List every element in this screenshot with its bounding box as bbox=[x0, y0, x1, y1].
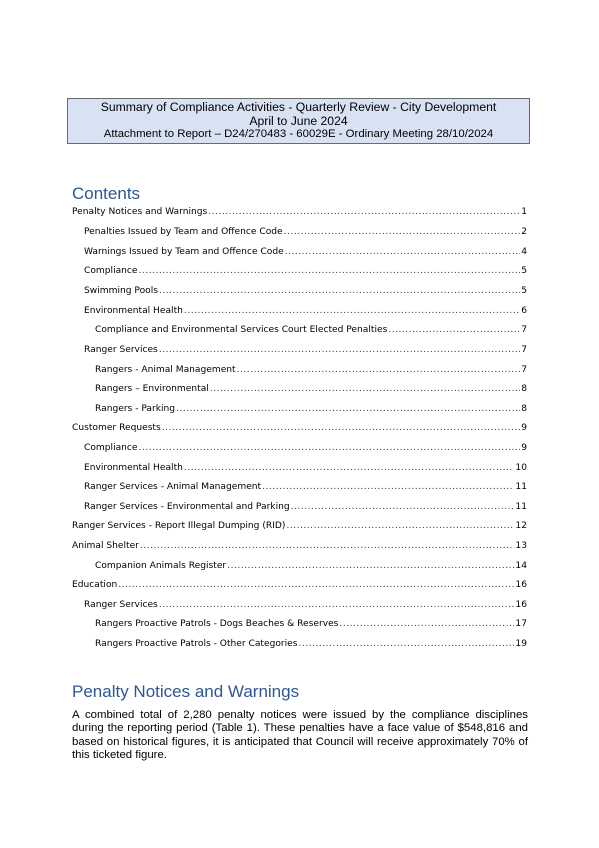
toc-entry-label: Warnings Issued by Team and Offence Code bbox=[84, 247, 284, 257]
toc-entry-report-illegal-dumping[interactable] bbox=[72, 520, 527, 532]
report-header-box bbox=[67, 98, 530, 144]
toc-entry-ranger-services[interactable] bbox=[84, 344, 527, 356]
toc-entry-label: Ranger Services - Report Illegal Dumping (RID) bbox=[72, 521, 286, 531]
toc-entry-warnings-issued[interactable] bbox=[84, 246, 527, 258]
toc-entry-label: Environmental Health bbox=[84, 306, 183, 316]
toc-entry-label: Education bbox=[72, 580, 118, 590]
toc-entry-penalties-issued[interactable] bbox=[84, 226, 527, 238]
toc-leader-dots bbox=[118, 579, 514, 591]
toc-leader-dots bbox=[140, 540, 515, 552]
toc-leader-dots bbox=[184, 462, 515, 474]
toc-entry-proactive-patrols-other[interactable] bbox=[95, 638, 527, 650]
toc-leader-dots bbox=[184, 305, 520, 317]
toc-leader-dots bbox=[227, 560, 514, 572]
report-title: Summary of Compliance Activities - Quarterly Review - City Development bbox=[100, 100, 497, 114]
toc-entry-page: 14 bbox=[515, 561, 527, 571]
toc-leader-dots bbox=[159, 344, 520, 356]
toc-entry-label: Compliance bbox=[84, 443, 138, 453]
toc-entry-education-ranger-services[interactable] bbox=[84, 599, 527, 611]
toc-entry-customer-requests[interactable] bbox=[72, 422, 527, 434]
toc-leader-dots bbox=[284, 226, 521, 238]
toc-entry-label: Penalties Issued by Team and Offence Code bbox=[84, 227, 283, 237]
toc-entry-label: Swimming Pools bbox=[84, 286, 158, 296]
toc-entry-label: Rangers Proactive Patrols - Dogs Beaches & Reserves bbox=[95, 619, 339, 629]
toc-entry-page: 5 bbox=[521, 286, 527, 296]
toc-entry-label: Customer Requests bbox=[72, 423, 161, 433]
toc-entry-label: Companion Animals Register bbox=[95, 561, 227, 571]
toc-leader-dots bbox=[262, 481, 514, 493]
toc-leader-dots bbox=[176, 403, 520, 415]
toc-entry-page: 7 bbox=[521, 325, 527, 335]
toc-leader-dots bbox=[299, 638, 515, 650]
toc-entry-page: 5 bbox=[521, 266, 527, 276]
toc-entry-companion-animals-register[interactable] bbox=[95, 560, 527, 572]
toc-leader-dots bbox=[291, 501, 515, 513]
toc-entry-label: Animal Shelter bbox=[72, 541, 139, 551]
toc-entry-page: 11 bbox=[515, 502, 527, 512]
toc-entry-label: Ranger Services - Environmental and Parking bbox=[84, 502, 290, 512]
toc-entry-page: 1 bbox=[521, 207, 527, 217]
toc-entry-label: Penalty Notices and Warnings bbox=[72, 207, 208, 217]
toc-entry-page: 16 bbox=[515, 600, 527, 610]
toc-entry-page: 12 bbox=[515, 521, 527, 531]
toc-entry-page: 16 bbox=[515, 580, 527, 590]
toc-leader-dots bbox=[159, 599, 515, 611]
toc-entry-animal-shelter[interactable] bbox=[72, 540, 527, 552]
toc-entry-penalty-notices-and-warnings[interactable] bbox=[72, 206, 527, 218]
toc-entry-label: Environmental Health bbox=[84, 463, 183, 473]
toc-entry-page: 2 bbox=[521, 227, 527, 237]
toc-leader-dots bbox=[237, 364, 521, 376]
toc-entry-cr-environmental-parking[interactable] bbox=[84, 501, 527, 513]
toc-entry-page: 9 bbox=[521, 443, 527, 453]
toc-entry-cr-compliance[interactable] bbox=[84, 442, 527, 454]
section-heading: Penalty Notices and Warnings bbox=[72, 682, 300, 701]
toc-leader-dots bbox=[139, 442, 521, 454]
toc-entry-rangers-environmental[interactable] bbox=[95, 383, 527, 395]
report-attachment-reference: Attachment to Report – D24/270483 - 60029E - Ordinary Meeting 28/10/2024 bbox=[103, 128, 494, 140]
toc-entry-page: 19 bbox=[515, 639, 527, 649]
toc-entry-label: Rangers - Parking bbox=[95, 404, 176, 414]
toc-entry-education[interactable] bbox=[72, 579, 527, 591]
toc-entry-cr-animal-management[interactable] bbox=[84, 481, 527, 493]
toc-entry-label: Ranger Services bbox=[84, 600, 158, 610]
toc-leader-dots bbox=[139, 265, 521, 277]
toc-leader-dots bbox=[285, 246, 520, 258]
toc-entry-label: Rangers Proactive Patrols - Other Categories bbox=[95, 639, 298, 649]
section-paragraph: A combined total of 2,280 penalty notices were issued by the compliance disciplines during the reporting period (Table 1). These penalties have a face value of $548,816 and based on historical figures, it is anticipated that Council will receive approximately 70% of this ticketed figure. bbox=[72, 709, 528, 762]
toc-entry-rangers-animal-management[interactable] bbox=[95, 364, 527, 376]
toc-entry-swimming-pools[interactable] bbox=[84, 285, 527, 297]
toc-leader-dots bbox=[286, 520, 514, 532]
toc-entry-label: Compliance bbox=[84, 266, 138, 276]
toc-entry-page: 13 bbox=[515, 541, 527, 551]
toc-entry-label: Ranger Services - Animal Management bbox=[84, 482, 262, 492]
toc-leader-dots bbox=[210, 383, 520, 395]
toc-entry-page: 9 bbox=[521, 423, 527, 433]
toc-leader-dots bbox=[162, 422, 520, 434]
toc-entry-page: 7 bbox=[521, 365, 527, 375]
toc-leader-dots bbox=[208, 206, 520, 218]
toc-entry-label: Rangers – Environmental bbox=[95, 384, 209, 394]
toc-entry-page: 8 bbox=[521, 404, 527, 414]
toc-entry-page: 4 bbox=[521, 247, 527, 257]
toc-entry-page: 7 bbox=[521, 345, 527, 355]
toc-entry-compliance[interactable] bbox=[84, 265, 527, 277]
toc-entry-rangers-parking[interactable] bbox=[95, 403, 527, 415]
toc-entry-page: 6 bbox=[521, 306, 527, 316]
toc-leader-dots bbox=[339, 618, 514, 630]
toc-leader-dots bbox=[388, 324, 520, 336]
toc-entry-label: Ranger Services bbox=[84, 345, 158, 355]
toc-entry-court-elected-penalties[interactable] bbox=[95, 324, 527, 336]
toc-entry-label: Rangers - Animal Management bbox=[95, 365, 236, 375]
toc-entry-page: 10 bbox=[515, 463, 527, 473]
toc-entry-cr-environmental-health[interactable] bbox=[84, 462, 527, 474]
toc-entry-label: Compliance and Environmental Services Court Elected Penalties bbox=[95, 325, 388, 335]
toc-entry-proactive-patrols-dogs[interactable] bbox=[95, 618, 527, 630]
toc-leader-dots bbox=[159, 285, 520, 297]
report-period: April to June 2024 bbox=[249, 113, 348, 128]
toc-entry-page: 8 bbox=[521, 384, 527, 394]
contents-heading: Contents bbox=[72, 184, 141, 203]
toc-entry-page: 11 bbox=[515, 482, 527, 492]
toc-entry-environmental-health[interactable] bbox=[84, 305, 527, 317]
toc-entry-page: 17 bbox=[515, 619, 527, 629]
